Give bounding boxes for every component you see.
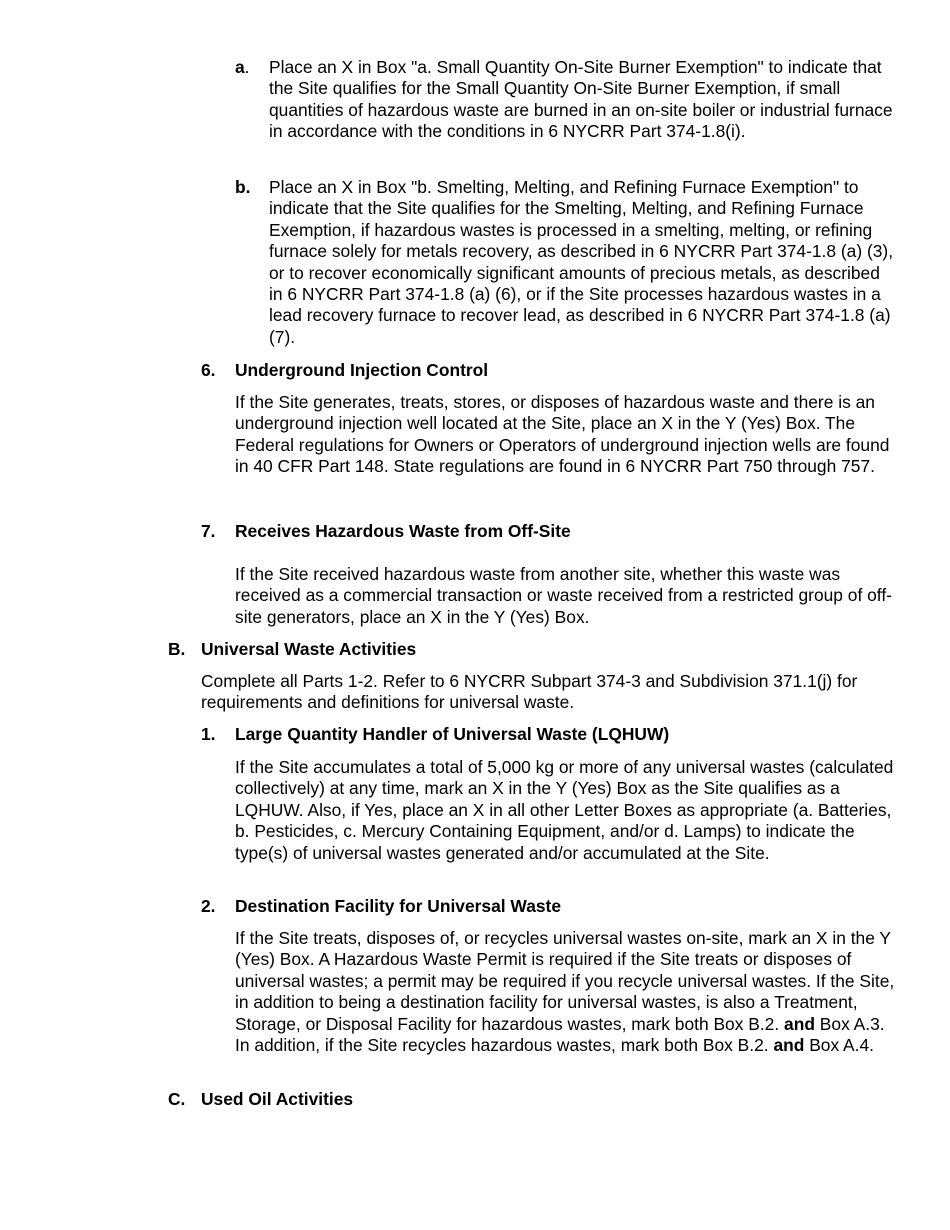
section-c-letter: C. — [168, 1089, 186, 1109]
section-b-intro: Complete all Parts 1-2. Refer to 6 NYCRR Subpart 374-3 and Subdivision 371.1(j) for requirements and definitions for universal waste. — [201, 671, 858, 713]
item-b-text: Place an X in Box "b. Smelting, Melting, and Refining Furnace Exemption" to indicate that the Site qualifies for the Smelting, Melting, and Refining Furnace Exemption, if hazardous wastes is processed in a smelting, melting, or refining furnace solely for metals recovery, as described in 6 NYCRR Part 374-1.8 (a) (3), or to recover economically significant amounts of precious metals, as described in 6 NYCRR Part 374-1.8 (a) (6), or if the Site processes hazardous wastes in a lead recovery furnace to recover lead, as described in 6 NYCRR Part 374-1.8 (a) (7). — [269, 177, 894, 347]
item-a-letter: a — [235, 57, 245, 77]
section-c-title: Used Oil Activities — [201, 1089, 354, 1109]
section-b2-and-2: and — [773, 1035, 805, 1056]
section-b2-text-part-1: If the Site treats, disposes of, or recycles universal wastes on-site, mark an X in the Y (Yes) Box. A Hazardous Waste Permit is required if the Site treats or disposes of universal wastes; a permit may be required if you recycle universal wastes. If the Site, in addition to being a destination facility for universal wastes, is also a Treatment, Storage, or Disposal Facility for hazardous wastes, mark both Box B.2. — [235, 928, 895, 1034]
section-b2-text-part-2: Box A.3. In addition, if the Site recycles hazardous wastes, mark both Box B.2. — [235, 1013, 885, 1056]
section-b2-text-part-3: Box A.4. — [809, 1035, 874, 1056]
section-b2-and-1: and — [784, 1013, 815, 1034]
item-a-label-suffix: . — [244, 57, 250, 77]
section-b2-number: 2. — [201, 896, 216, 916]
section-6-title: Underground Injection Control — [235, 360, 489, 380]
section-b-letter: B. — [168, 639, 186, 659]
item-a-text: Place an X in Box "a. Small Quantity On-Site Burner Exemption" to indicate that the Site qualifies for the Small Quantity On-Site Burner Exemption, if small quantities of hazardous waste are burned in an on-site boiler or industrial furnace in accordance with the conditions in 6 NYCRR Part 374-1.8(i). — [269, 57, 893, 142]
section-7-title: Receives Hazardous Waste from Off-Site — [235, 521, 571, 541]
section-b-title: Universal Waste Activities — [201, 639, 417, 659]
section-b1-title: Large Quantity Handler of Universal Waste (LQHUW) — [235, 724, 670, 744]
section-b1-number: 1. — [201, 724, 216, 744]
item-b-label: b. — [235, 177, 251, 197]
section-6-number: 6. — [201, 360, 216, 380]
item-a-label — [235, 57, 250, 78]
section-b2-title: Destination Facility for Universal Waste — [235, 896, 561, 916]
section-6-text: If the Site generates, treats, stores, or disposes of hazardous waste and there is an underground injection well located at the Site, place an X in the Y (Yes) Box. The Federal regulations for Owners or Operators of underground injection wells are found in 40 CFR Part 148. State regulations are found in 6 NYCRR Part 750 through 757. — [235, 392, 890, 477]
section-b1-text: If the Site accumulates a total of 5,000 kg or more of any universal wastes (calculated collectively) at any time, mark an X in the Y (Yes) Box as the Site qualifies as a LQHUW. Also, if Yes, place an X in all other Letter Boxes as appropriate (a. Batteries, b. Pesticides, c. Mercury Containing Equipment, and/or d. Lamps) to indicate the type(s) of universal wastes generated and/or accumulated at the Site. — [235, 757, 894, 863]
section-7-text: If the Site received hazardous waste from another site, whether this waste was received as a commercial transaction or waste received from a restricted group of off-site generators, place an X in the Y (Yes) Box. — [235, 564, 892, 627]
section-b2-text — [235, 928, 897, 1056]
section-7-number: 7. — [201, 521, 216, 541]
